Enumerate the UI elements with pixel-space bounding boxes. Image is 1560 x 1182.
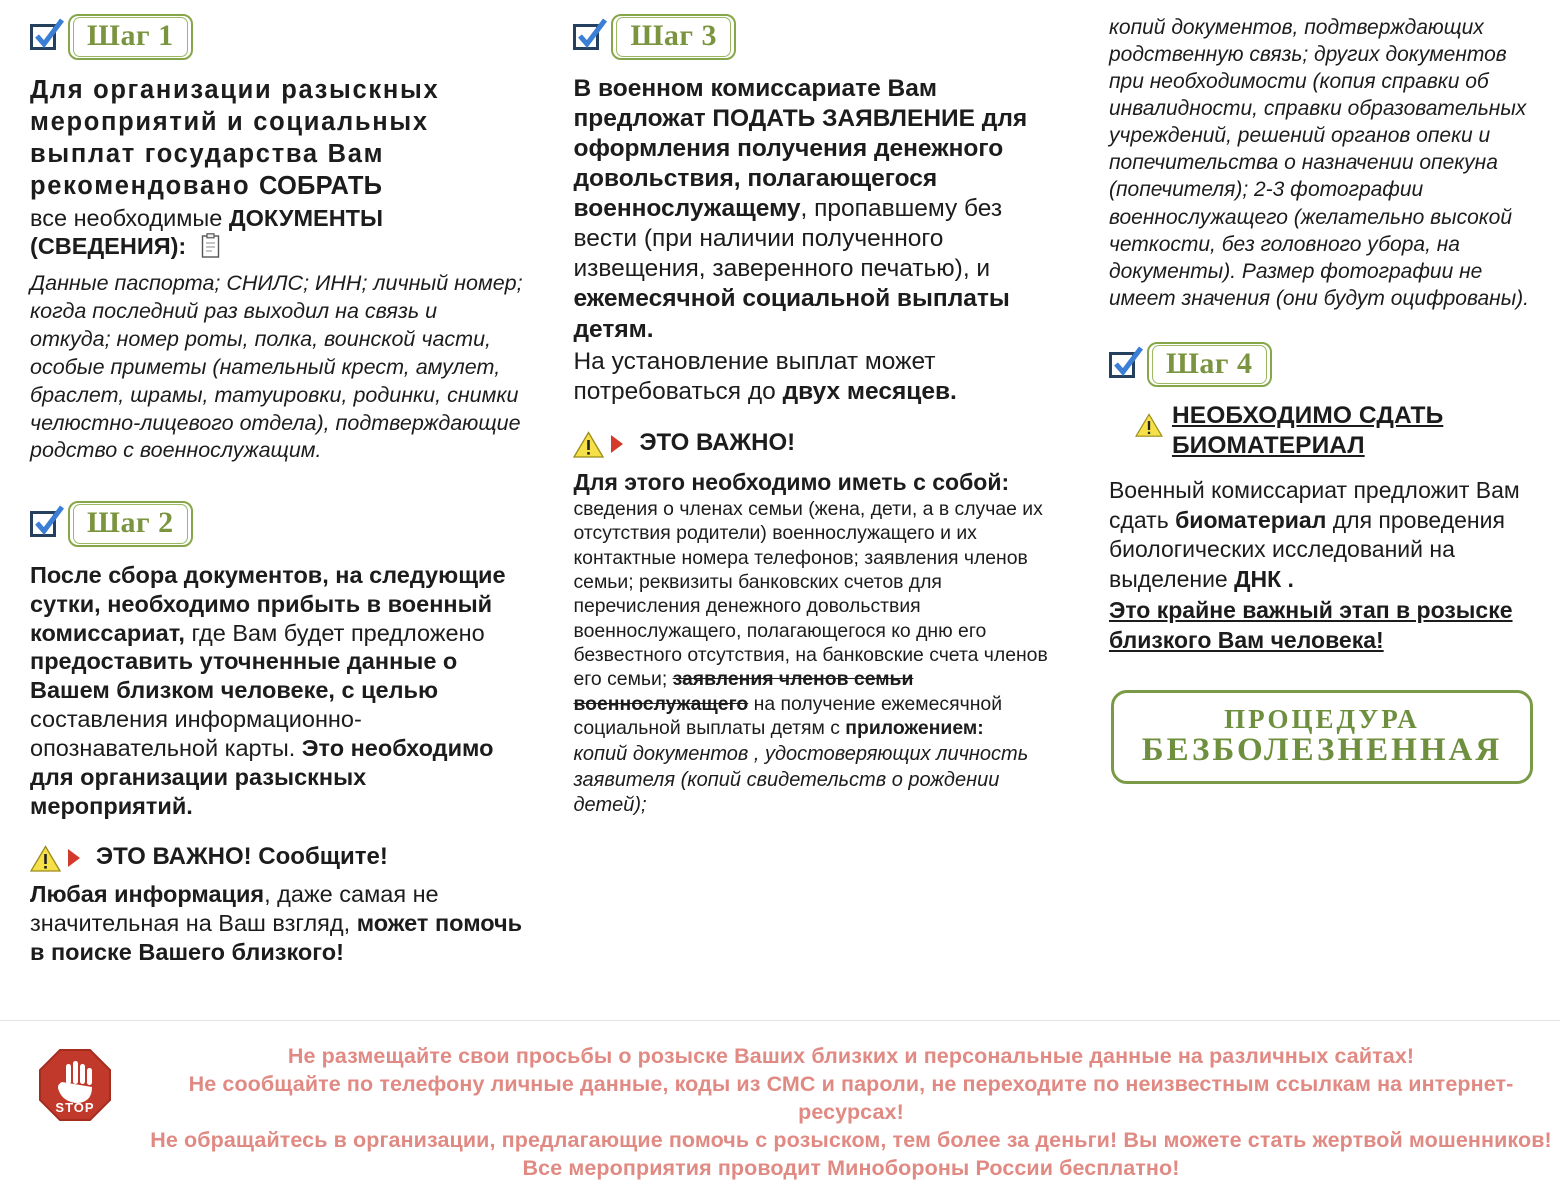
step-2-paragraph [30,561,523,821]
stop-icon-wrap [0,1042,150,1122]
step-4-p-c: для проведения биологических исследований на выделение [1108,506,1505,592]
step-2-warning-body [30,880,523,967]
step-1-lead-a: Для организации разыскных мероприятий и социальных выплат государства Вам рекомендовано [30,75,440,200]
step-3-p-a: В военном комиссариате Вам предложат [573,74,937,132]
step-3-detail [573,468,1066,740]
step-2-warning-bold2: может помочь в поиске Вашего близкого! [30,909,523,965]
step-2-p1-reg: где Вам будет предложено [184,619,485,646]
step-2-badge [68,501,193,547]
step-1-italic-body: Данные паспорта; СНИЛС; ИНН; личный номер; когда последний раз выходил на связь и откуда; номер роты, полка, воинской части, особые приметы (нательный крест, амулет, браслет, шрамы, татуировки, родинки, снимки челюстно-лицевого отдела), подтверждающие родство с военнослужащим. [30,271,523,463]
footer-line-3: Не обращайтесь в организации, предлагающие помочь с розыском, тем более за деньги! Вы можете стать жертвой мошенников! [150,1128,1552,1153]
step-3-p-f: На установление выплат может потребоваться до [573,347,936,405]
checkbox-checked-icon [573,24,599,50]
column-2 [545,14,1092,1016]
step-3-detail-italic: копий документов , удостоверяющих личность заявителя (копий свидетельств о рождении детей); [573,743,1029,817]
step-3-p-c: для оформления получения денежного довольствия, полагающегося военнослужащему [573,104,1028,223]
step-1-lead-c: все необходимые [30,204,229,231]
footer-line-1: Не размещайте свои просьбы о розыске Ваших близких и персональные данные на различных сайтах! [287,1044,1415,1068]
footer-line-2: Не сообщайте по телефону личные данные, коды из СМС и пароли, не переходите по неизвестным ссылкам на интернет-ресурсах! [188,1072,1514,1125]
step-2-p1-bold3: Это необходимо для организации разыскных мероприятий. [30,735,494,819]
step-3-warning [573,429,1066,464]
step-2-warning-title: ЭТО ВАЖНО! Сообщите! [96,842,388,870]
step-3-detail-strike: заявления членов семьи военнослужащего [573,668,914,715]
step-2-warning [30,843,523,878]
warning-triangle-icon [30,845,61,878]
painless-procedure-box [1111,690,1533,784]
step-3-p-b: ПОДАТЬ ЗАЯВЛЕНИЕ [712,104,975,132]
step-4-p-e: Это крайне важный этап в розыске близкого Вам человека! [1108,597,1513,653]
step-2-p1-bold: После сбора документов, на следующие сутки, необходимо прибыть в военный комиссариат, [30,561,506,646]
footer-line-4: Все мероприятия проводит Минобороны России бесплатно! [522,1156,1180,1181]
step-3-warning-title: ЭТО ВАЖНО! [639,428,796,456]
step-1-lead [30,74,523,202]
step-3-detail-bold1: Для этого необходимо иметь с собой: [573,468,1010,495]
step-1-badge-label: Шаг 1 [73,17,188,57]
step-1-lead-d: ДОКУМЕНТЫ (СВЕДЕНИЯ): [30,204,384,260]
step-3-paragraph [573,74,1066,345]
step-3-detail-bold2: приложением: [845,716,984,739]
painless-line-2: БЕЗБОЛЕЗНЕННАЯ [1141,731,1503,768]
step-4-title-row [1135,401,1542,460]
warning-triangle-icon [573,431,604,464]
step-2-p1-reg2: составления информационно-опознавательной карты. [30,706,362,762]
step-4-badge [1147,342,1272,388]
step-1-lead-b: СОБРАТЬ [259,171,383,200]
step-1-badge [68,14,193,60]
step-3-header [573,14,1066,60]
step-4-title: НЕОБХОДИМО СДАТЬ БИОМАТЕРИАЛ [1171,402,1444,459]
step-3-paragraph-2 [573,347,1066,407]
column-3 [1093,14,1542,1016]
step-3-p-d: , пропавшему без вести (при наличии полученного извещения, заверенного печатью), и [573,195,1003,283]
step-4-p-b: биоматериал [1175,506,1327,533]
step-4-emphasis [1109,596,1542,655]
step-3-p-g: двух месяцев. [782,377,957,405]
stop-sign-icon [38,1048,112,1122]
step-1-lead-2 [30,204,523,267]
step-4-badge-label: Шаг 4 [1152,345,1267,385]
footer-divider [0,1020,1560,1021]
warning-triangle-icon [1135,413,1163,443]
column-1 [18,14,545,1016]
step-3-detail-reg2: на получение ежемесячной социальной выплаты детям с [573,692,1003,739]
step-2-warning-reg1: , даже самая не значительная на Ваш взгляд, [30,880,439,936]
red-chevron-icon [609,434,626,459]
step-2-badge-label: Шаг 2 [73,504,188,544]
column-3-continuation: копий документов, подтверждающих родственную связь; других документов при необходимости (копия справки об инвалидности, справки образовательных учреждений, решений органов опеки и попечительства о назначении опекуна (попечителя); 2-3 фотографии военнослужащего (желательно высокой четкости, без головного убора, на документы). Размер фотографии не имеет значения (они будут оцифрованы). [1108,16,1529,310]
step-4-p-d: ДНК . [1234,565,1294,592]
step-4-paragraph [1109,476,1542,594]
checkbox-checked-icon [30,24,56,50]
painless-line-1: ПРОЦЕДУРА [1224,703,1420,734]
red-chevron-icon [66,848,83,873]
step-2-warning-bold1: Любая информация [30,880,265,907]
step-4-p-a: Военный комиссариат предложит Вам сдать [1108,477,1520,533]
step-1-header [30,14,523,60]
svg-text:STOP: STOP [55,1100,95,1115]
checkbox-checked-icon [1109,352,1135,378]
step-2-p1-bold2: предоставить уточненные данные о Вашем близком человеке, с целью [30,648,458,704]
checkbox-checked-icon [30,511,56,537]
footer-lines [150,1042,1560,1182]
clipboard-icon [200,233,222,266]
step-2-header [30,501,523,547]
footer-warning [0,1030,1560,1181]
step-3-badge [611,14,736,60]
step-3-p-e: ежемесячной социальной выплаты детям. [573,285,1010,343]
step-3-detail-reg1: сведения о членах семьи (жена, дети, а в случае их отсутствия родители) военнослужащего и их контактные номера телефонов; заявления членов семьи; реквизиты банковских счетов для перечисления денежного довольствия военнослужащего, полагающегося ко дню его безвестного отсутствия, на банковские счета членов его семьи; [573,497,1048,691]
step-4-header [1109,342,1542,388]
step-3-badge-label: Шаг 3 [616,17,731,57]
